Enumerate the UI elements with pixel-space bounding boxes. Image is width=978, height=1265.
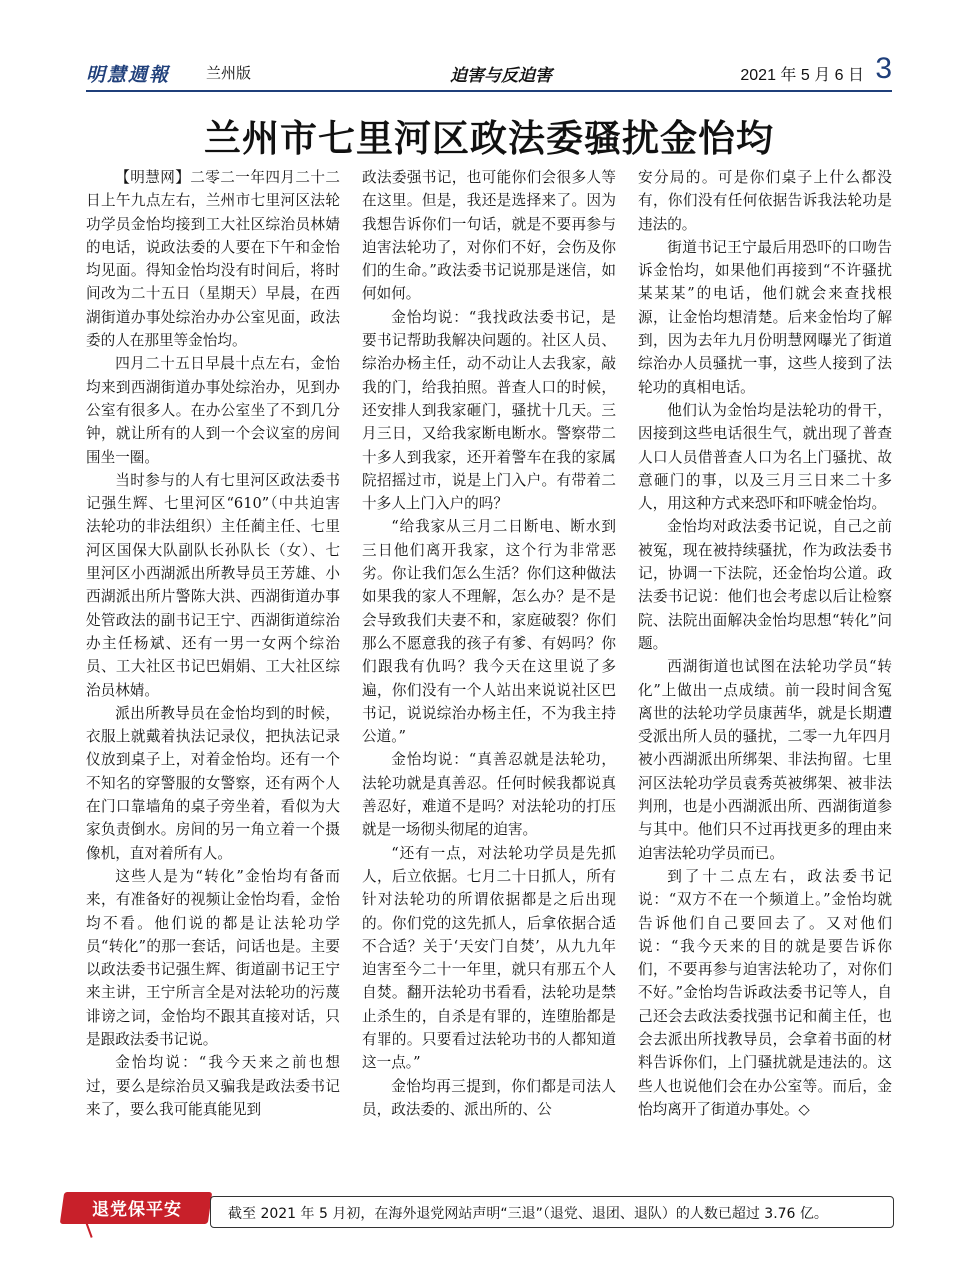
paper-name: 明慧週報 xyxy=(86,64,171,86)
article-paragraph: 这些人是为“转化”金怡均有备而来，有准备好的视频让金怡均看，金怡均不看。他们说的都是让法轮功学员“转化”的那一套话，问话也是。主要以政法委书记强生辉、街道副书记王宁来主讲，王宁所言全是对法轮功的污蔑诽谤之词，金怡均不跟其直接对话，只是跟政法委书记说。 xyxy=(86,867,340,1048)
article-paragraph: 西湖街道也试图在法轮功学员“转化”上做出一点成绩。前一段时间含冤离世的法轮功学员康茜华，就是长期遭受派出所人员的骚扰，二零一九年四月被小西湖派出所绑架、非法拘留。七里河区法轮功学员袁秀英被绑架、被非法判刑，也是小西湖派出所、西湖街道参与其中。他们只不过再找更多的理由来迫害法轮功学员而已。 xyxy=(638,658,892,862)
header-divider xyxy=(86,90,892,92)
article-column-1 xyxy=(86,166,340,1184)
article-paragraph: 金怡均对政法委书记说，自己之前被冤，现在被持续骚扰，作为政法委书记，协调一下法院，还金怡均公道。政法委书记说：他们也会考虑以后让检察院、法院出面解决金怡均思想“转化”问题。 xyxy=(638,518,892,652)
footer-banner xyxy=(0,1192,978,1242)
article-paragraph: 金怡均说：“真善忍就是法轮功，法轮功就是真善忍。任何时候我都说真善忍好，难道不是吗？对法轮功的打压就是一场彻头彻尾的迫害。 xyxy=(362,751,616,839)
article-paragraph: 街道书记王宁最后用恐吓的口吻告诉金怡均，如果他们再接到“不许骚扰某某某”的电话，他们就会来查找根源，让金怡均想清楚。后来金怡均了解到，因为去年九月份明慧网曝光了街道综治办人员骚扰一事，这些人接到了法轮功的真相电话。 xyxy=(638,238,892,396)
article-paragraph: 金怡均再三提到，你们都是司法人员，政法委的、派出所的、公 xyxy=(362,1077,616,1118)
article-paragraph: 到了十二点左右，政法委书记说：“双方不在一个频道上。”金怡均就告诉他们自己要回去了。又对他们说：“我今天来的目的就是要告诉你们，不要再参与迫害法轮功了，对你们不好。”金怡均告诉政法委书记等人，自己还会去政法委找强书记和蔺主任，也会去派出所找教导员，会拿着书面的材料告诉你们，上门骚扰就是违法的。这些人也说他们会在办公室等。而后，金怡均离开了街道办事处。◇ xyxy=(638,867,892,1118)
article-paragraph: 他们认为金怡均是法轮功的骨干，因接到这些电话很生气，就出现了普查人口人员借普查人口为名上门骚扰、故意砸门的事，以及三月三日来二十多人，用这种方式来恐吓和吓唬金怡均。 xyxy=(638,401,892,513)
article-paragraph: 金怡均说：“我找政法委书记，是要书记帮助我解决问题的。社区人员、综治办杨主任，动不动让人去我家，敲我的门，给我拍照。普查人口的时候，还安排人到我家砸门，骚扰十几天。三月三日，又给我家断电断水。警察带二十多人到我家，还开着警车在我的家属院招摇过市，说是上门入户。有带着二十多人上门入户的吗？ xyxy=(362,308,616,513)
article-paragraph: 四月二十五日早晨十点左右，金怡均来到西湖街道办事处综治办，见到办公室有很多人。在办公室坐了不到几分钟，就让所有的人到一个会议室的房间围坐一圈。 xyxy=(86,355,340,466)
article-paragraph: 当时参与的人有七里河区政法委书记强生辉、七里河区“610”（中共迫害法轮功的非法组织）主任蔺主任、七里河区国保大队副队长孙队长（女）、七里河区小西湖派出所教导员王芳雄、小西湖派出所片警陈大洪、西湖街道办事处管政法的副书记王宁、西湖街道综治办主任杨斌、还有一男一女两个综治员、工大社区书记巴娟娟、工大社区综治员林婧。 xyxy=(86,471,340,699)
article-paragraph: “还有一点，对法轮功学员是先抓人，后立依据。七月二十日抓人，所有针对法轮功的所谓依据都是之后出现的。你们党的这先抓人，后拿依据合适不合适？关于‘天安门自焚’，从九九年迫害至今二十一年里，就只有那五个人自焚。翻开法轮功书看看，法轮功是禁止杀生的，自杀是有罪的，连堕胎都是有罪的。只要看过法轮功书的人都知道这一点。” xyxy=(362,844,616,1072)
article-paragraph: “给我家从三月二日断电、断水到三日他们离开我家，这个行为非常恶劣。你让我们怎么生活？你们这种做法如果我的家人不理解，怎么办？是不是会导致我们夫妻不和，家庭破裂？你们那么不愿意我的孩子有爹、有妈吗？你们跟我有仇吗？我今天在这里说了多遍，你们没有一个人站出来说说社区巴书记，说说综治办杨主任，不为我主持公道。” xyxy=(362,518,616,746)
article-paragraph: 【明慧网】二零二一年四月二十二日上午九点左右，兰州市七里河区法轮功学员金怡均接到工大社区综治员林婧的电话，说政法委的人要在下午和金怡均见面。得知金怡均没有时间后，将时间改为二十五日（星期天）早晨，在西湖街道办事处综治办办公室见面，政法委的人在那里等金怡均。 xyxy=(86,169,340,350)
edition-label: 兰州版 xyxy=(206,64,252,82)
issue-date: 2021 年 5 月 6 日 xyxy=(740,67,864,84)
article-column-3 xyxy=(638,166,892,1184)
quit-party-badge: 退党保平安 xyxy=(92,1200,182,1220)
article-paragraph: 安分局的。可是你们桌子上什么都没有，你们没有任何依据告诉我法轮功是违法的。 xyxy=(638,169,892,233)
article-paragraph: 金怡均说：“我今天来之前也想过，要么是综治员又骗我是政法委书记来了，要么我可能真能见到 xyxy=(86,1054,340,1118)
badge-ribbon-icon xyxy=(85,1222,92,1238)
article-column-2 xyxy=(362,166,616,1184)
article-paragraph: 派出所教导员在金怡均到的时候，衣服上就戴着执法记录仪，把执法记录仪放到桌子上，对着金怡均。还有一个不知名的穿警服的女警察，还有两个人在门口靠墙角的桌子旁坐着，看似为大家负责倒水。房间的另一角立着一个摄像机，直对着所有人。 xyxy=(86,704,340,862)
article-paragraph: 政法委强书记，也可能你们会很多人等在这里。但是，我还是选择来了。因为我想告诉你们一句话，就是不要再参与迫害法轮功了，对你们不好，会伤及你们的生命。”政法委书记说那是迷信，如何如何。 xyxy=(362,169,616,303)
masthead xyxy=(86,52,892,92)
section-title: 迫害与反迫害 xyxy=(450,66,552,86)
article-title: 兰州市七里河区政法委骚扰金怡均 xyxy=(204,117,774,160)
page-number: 3 xyxy=(875,52,892,85)
article-body xyxy=(86,166,892,1184)
quit-party-notice: 截至 2021 年 5 月初，在海外退党网站声明“三退”（退党、退团、退队）的人数已超过 3.76 亿。 xyxy=(228,1206,828,1222)
